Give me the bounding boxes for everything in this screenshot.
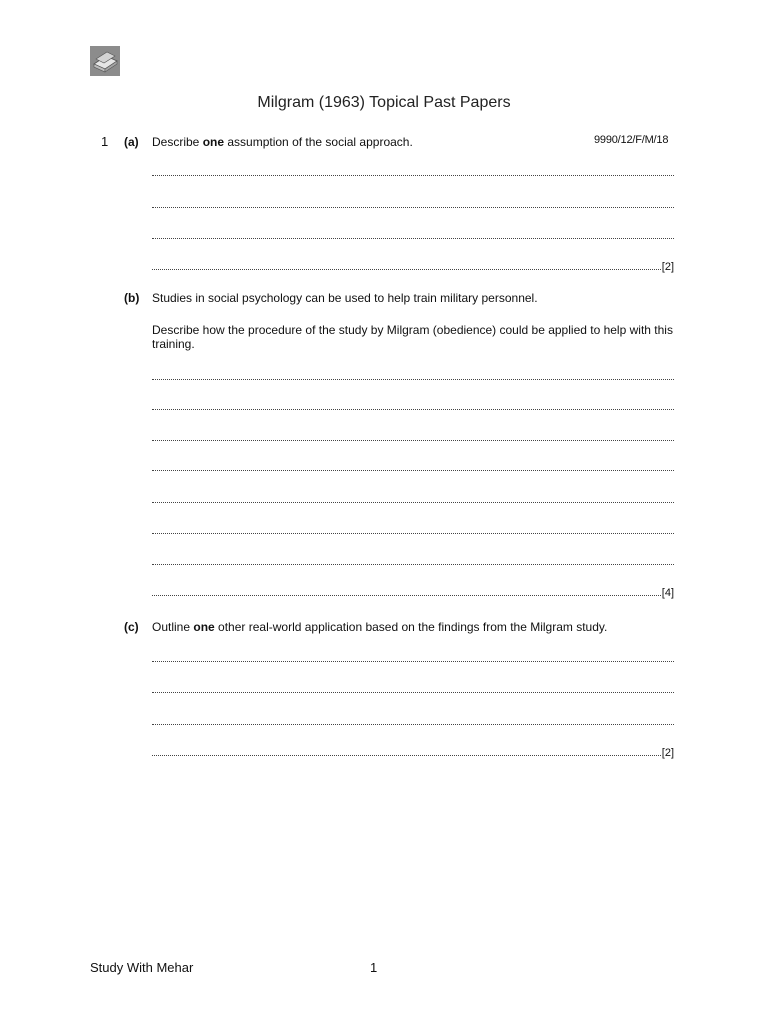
part-a-marks: [2] bbox=[661, 261, 674, 273]
answer-line[interactable] bbox=[152, 369, 674, 383]
answer-line[interactable] bbox=[152, 745, 674, 759]
page-title: Milgram (1963) Topical Past Papers bbox=[257, 94, 511, 111]
answer-line[interactable] bbox=[152, 682, 674, 696]
answer-line[interactable] bbox=[152, 460, 674, 474]
answer-line[interactable] bbox=[152, 228, 674, 242]
paper-reference: 9990/12/F/M/18 bbox=[594, 134, 669, 146]
page-number: 1 bbox=[370, 960, 378, 975]
answer-line[interactable] bbox=[152, 197, 674, 211]
answer-line[interactable] bbox=[152, 714, 674, 728]
part-c-marks: [2] bbox=[661, 747, 674, 759]
answer-line[interactable] bbox=[152, 585, 674, 599]
question-number: 1 bbox=[101, 134, 109, 149]
part-a-question: Describe one assumption of the social approach. bbox=[152, 135, 413, 149]
answer-line[interactable] bbox=[152, 492, 674, 506]
book-stack-icon bbox=[90, 46, 120, 76]
answer-line[interactable] bbox=[152, 259, 674, 273]
part-b-question-detail: Describe how the procedure of the study by Milgram (obedience) could be applied to help with this training. bbox=[152, 323, 673, 351]
footer-brand: Study With Mehar bbox=[90, 960, 194, 975]
answer-line[interactable] bbox=[152, 165, 674, 179]
answer-line[interactable] bbox=[152, 554, 674, 568]
part-c-label: (c) bbox=[124, 620, 139, 634]
part-a-label: (a) bbox=[124, 135, 139, 149]
part-b-marks: [4] bbox=[661, 587, 674, 599]
answer-line[interactable] bbox=[152, 399, 674, 413]
answer-line[interactable] bbox=[152, 430, 674, 444]
answer-line[interactable] bbox=[152, 651, 674, 665]
part-c-question: Outline one other real-world application based on the findings from the Milgram study. bbox=[152, 620, 608, 634]
part-b-label: (b) bbox=[124, 291, 140, 305]
answer-line[interactable] bbox=[152, 523, 674, 537]
part-b-question: Studies in social psychology can be used to help train military personnel. bbox=[152, 291, 538, 305]
